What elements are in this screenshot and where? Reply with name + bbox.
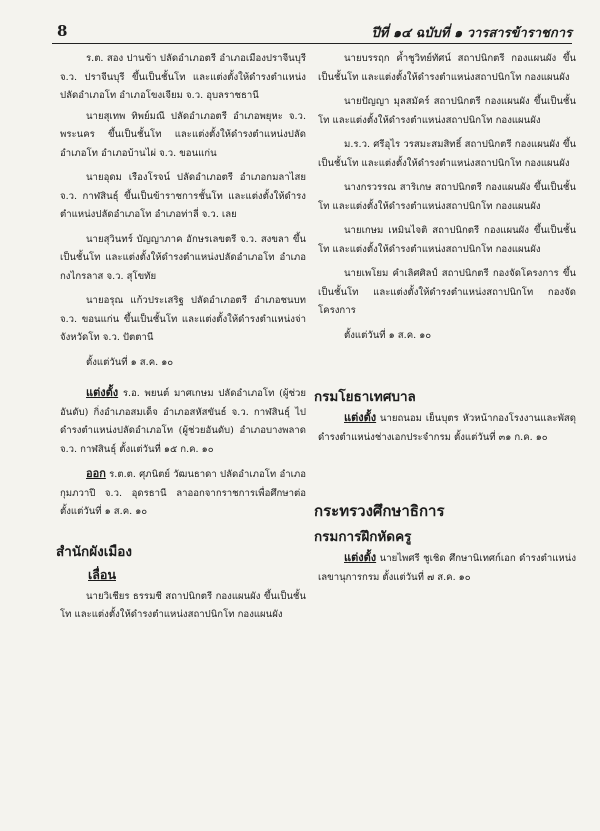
appointment-paragraph: นายอรุณ แก้วประเสริฐ ปลัดอำเภอตรี อำเภอชนบท จ.ว. ขอนแก่น ขึ้นเป็นชั้นโท และแต่งตั้งให้ดำรงตำแหน่งจ่าจังหวัดโท จ.ว. ปัตตานี xyxy=(60,295,306,343)
section-heading: กรมโยธาเทศบาล xyxy=(314,389,416,405)
keyword-appoint: แต่งตั้ง xyxy=(344,551,377,564)
ministry-heading: กระทรวงศึกษาธิการ xyxy=(314,502,445,520)
appointment-paragraph: นายสุวินทร์ บัญญาภาค อักษรเลขตรี จ.ว. สงขลา ขึ้นเป็นชั้นโท และแต่งตั้งให้ดำรงตำแหน่งปลัดอำเภอโท อำเภอกงไกรลาส จ.ว. สุโขทัย xyxy=(60,233,306,282)
appointment-paragraph: นายสุเทพ ทิพย์มณี ปลัดอำเภอตรี อำเภอพยุหะ จ.ว. พระนคร ขึ้นเป็นชั้นโท และแต่งตั้งให้ดำรงตำแหน่งปลัดอำเภอโท อำเภอบ้านไผ่ จ.ว. ขอนแก่น xyxy=(60,110,306,159)
appointment-paragraph: นางกรวรรณ สาริเกษ สถาปนิกตรี กองแผนผัง ขึ้นเป็นชั้นโท และแต่งตั้งให้ดำรงตำแหน่งสถาปนิกโท กองแผนผัง xyxy=(318,182,576,212)
appointment-paragraph: นายเกษม เหมินไจติ สถาปนิกตรี กองแผนผัง ขึ้นเป็นชั้นโท และแต่งตั้งให้ดำรงตำแหน่งสถาปนิกโท กองแผนผัง xyxy=(318,225,576,255)
sub-heading: เลื่อน xyxy=(88,566,116,582)
resignation-paragraph xyxy=(60,465,306,522)
appointment-paragraph: นายอุดม เรืองโรจน์ ปลัดอำเภอตรี อำเภอกมลาไสย จ.ว. กาฬสินธุ์ ขึ้นเป็นข้าราชการชั้นโท และแต่งตั้งให้ดำรงตำแหน่งปลัดอำเภอโท อำเภอท่าลี่ จ.ว. เลย xyxy=(60,172,306,220)
keyword-resign: ออก xyxy=(86,467,106,480)
promotion-paragraph: นายวิเชียร ธรรมชี สถาปนิกตรี กองแผนผัง ขึ้นเป็นชั้นโท และแต่งตั้งให้ดำรงตำแหน่งสถาปนิกโท กองแผนผัง xyxy=(60,590,306,620)
right-column xyxy=(314,50,576,593)
page-number: 8 xyxy=(57,22,68,40)
spacer xyxy=(318,357,576,387)
appointment-paragraph: ม.ร.ว. ศรีอุไร วรสมะสมสิทธิ์ สถาปนิกตรี กองแผนผัง ขึ้นเป็นชั้นโท และแต่งตั้งให้ดำรงตำแหน่งสถาปนิกโท กองแผนผัง xyxy=(318,139,576,169)
spacer xyxy=(318,453,576,501)
resignation-text: ร.ต.ต. ศุภนิตย์ วัฒนธาดา ปลัดอำเภอโท อำเภอกุมภวาปี จ.ว. อุดรธานี ลาออกจากราชการเพื่อศึกษาต่อ ตั้งแต่วันที่ ๑ ส.ค. ๑๐ xyxy=(60,469,306,517)
appointment-text: นายไพศรี ชูเชิด ศึกษานิเทศก์เอก ดำรงตำแหน่งเลขานุการกรม ตั้งแต่วันที่ ๗ ส.ค. ๑๐ xyxy=(318,553,576,583)
department-heading: กรมการฝึกหัดครู xyxy=(314,529,412,545)
keyword-appoint: แต่งตั้ง xyxy=(344,411,377,424)
appointment-text: นายถนอม เย็นบุตร หัวหน้ากองโรงงานและพัสดุ ดำรงตำแหน่งช่างเอกประจำกรม ตั้งแต่วันที่ ๓๑ ก.ค. ๑๐ xyxy=(318,413,576,443)
header-rule xyxy=(52,43,572,44)
transfer-text: ร.อ. พยนต์ มาศเกษม ปลัดอำเภอโท (ผู้ช่วยอันดับ) กิ่งอำเภอสมเด็จ อำเภอสหัสขันธ์ จ.ว. กาฬสินธุ์ ไปดำรงตำแหน่งปลัดอำเภอโท (ผู้ช่วยอันดับ) อำเภอบางพลาด จ.ว. กาฬสินธุ์ ตั้งแต่วันที่ ๑๕ ก.ค. ๑๐ xyxy=(60,388,306,455)
transfer-paragraph xyxy=(60,384,306,459)
running-title: ปีที่ ๑๔ ฉบับที่ ๑ วารสารข้าราชการ xyxy=(371,26,572,41)
appointment-paragraph: นายบรรฤก ค้ำชูวิทย์ทัศน์ สถาปนิกตรี กองแผนผัง ขึ้นเป็นชั้นโท และแต่งตั้งให้ดำรงตำแหน่งสถาปนิกโท กองแผนผัง xyxy=(318,53,576,83)
keyword-appoint: แต่งตั้ง xyxy=(86,386,119,399)
appointment-paragraph xyxy=(318,549,576,587)
effective-date: ตั้งแต่วันที่ ๑ ส.ค. ๑๐ xyxy=(86,356,174,368)
appointment-paragraph: นายปัญญา มุลสมัคร์ สถาปนิกตรี กองแผนผัง ขึ้นเป็นชั้นโท และแต่งตั้งให้ดำรงตำแหน่งสถาปนิกโท กองแผนผัง xyxy=(318,96,576,126)
left-column xyxy=(56,50,306,631)
appointment-paragraph: ร.ต. สอง ปานข้า ปลัดอำเภอตรี อำเภอเมืองปราจีนบุรี จ.ว. ปราจีนบุรี ขึ้นเป็นชั้นโท และแต่งตั้งให้ดำรงตำแหน่งปลัดอำเภอโท อำเภอโขงเจียม จ.ว. อุบลราชธานี xyxy=(60,53,306,101)
spacer xyxy=(60,528,306,542)
appointment-paragraph xyxy=(318,409,576,447)
appointment-paragraph: นายเพโยม คำเลิศศิลป์ สถาปนิกตรี กองจัดโครงการ ขึ้นเป็นชั้นโท และแต่งตั้งให้ดำรงตำแหน่งสถาปนิกโท กองจัดโครงการ xyxy=(318,268,576,316)
section-heading: สำนักผังเมือง xyxy=(56,543,132,560)
effective-date: ตั้งแต่วันที่ ๑ ส.ค. ๑๐ xyxy=(344,329,432,341)
